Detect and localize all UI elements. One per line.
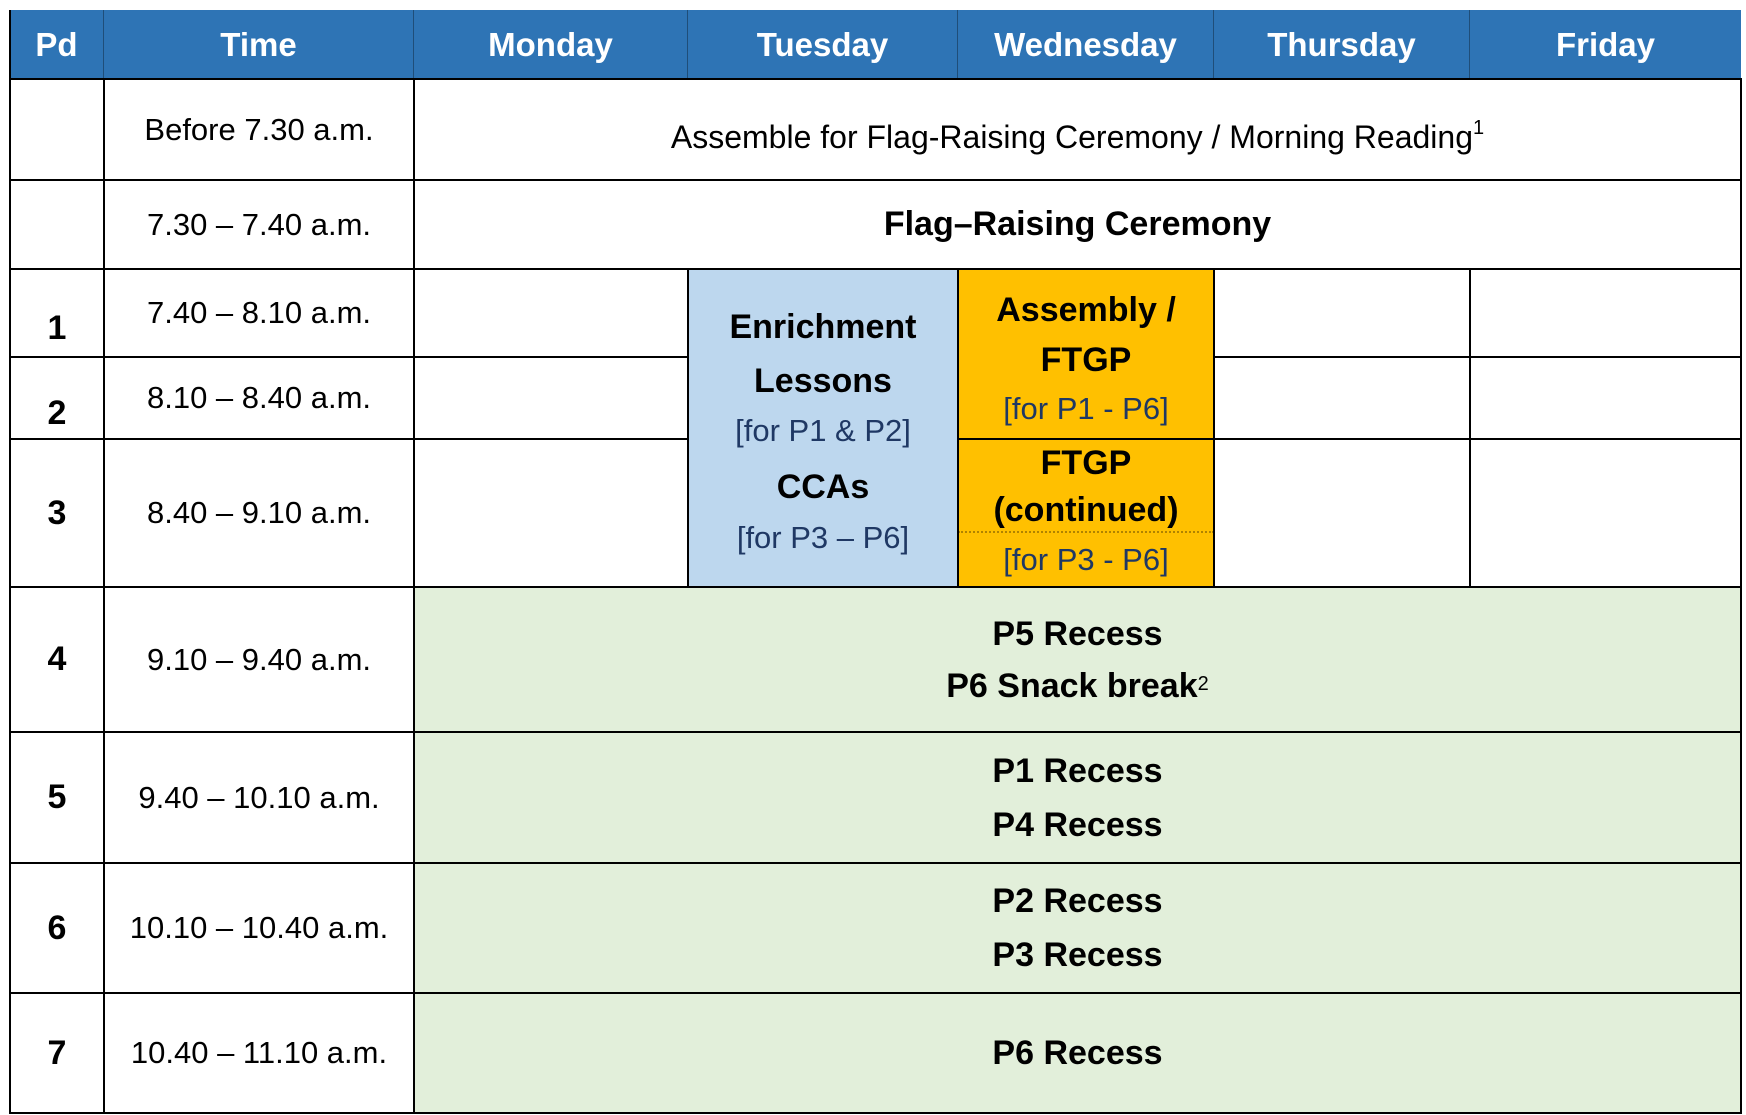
pd-cell: 5 xyxy=(47,778,67,816)
assemble-text: Assemble for Flag-Raising Ceremony / Morning Reading$^1$ xyxy=(670,117,1485,155)
assembly-subtitle: [for P1 - P6] xyxy=(1003,391,1169,426)
grid-line xyxy=(9,586,1742,588)
grid-line xyxy=(9,438,688,440)
assembly-title-2: FTGP xyxy=(1040,341,1132,379)
enrichment-title-2: Lessons xyxy=(754,362,892,400)
grid-line xyxy=(9,78,1742,80)
recess-row-5 xyxy=(414,732,1741,863)
grid-line xyxy=(103,79,105,1114)
header-thursday: Thursday xyxy=(1214,10,1470,79)
grid-line xyxy=(958,438,1742,440)
header-monday: Monday xyxy=(414,10,688,79)
flag-raising-row: Flag–Raising Ceremony xyxy=(883,205,1272,243)
grid-line xyxy=(9,10,11,1114)
header-time: Time xyxy=(104,10,414,79)
pd-cell: 2 xyxy=(47,393,67,432)
grid-line xyxy=(1740,79,1742,1114)
pd-cell: 4 xyxy=(47,640,67,678)
ftgp-subtitle: [for P3 - P6] xyxy=(1003,542,1169,577)
grid-line xyxy=(9,179,1742,181)
header-friday: Friday xyxy=(1470,10,1741,79)
header-wednesday: Wednesday xyxy=(958,10,1214,79)
wednesday-assembly-block xyxy=(958,269,1214,439)
p3-recess: P3 Recess xyxy=(992,936,1163,974)
p4-recess: P4 Recess xyxy=(992,805,1163,844)
recess-row-7 xyxy=(414,993,1741,1113)
time-cell: 7.40 – 8.10 a.m. xyxy=(146,295,372,330)
grid-line xyxy=(9,731,1742,733)
p1-recess: P1 Recess xyxy=(992,751,1163,790)
time-cell: 10.40 – 11.10 a.m. xyxy=(130,1035,388,1070)
header-pd: Pd xyxy=(10,10,104,79)
p5-recess: P5 Recess xyxy=(992,614,1163,653)
grid-line xyxy=(413,79,415,1114)
pd-cell xyxy=(10,180,104,269)
pd-cell: 1 xyxy=(47,308,67,347)
grid-line xyxy=(9,1112,1742,1114)
p6-recess: P6 Recess xyxy=(992,1033,1163,1072)
footnote-2: 2 xyxy=(1197,672,1209,695)
grid-line xyxy=(957,269,959,587)
enrichment-title: Enrichment xyxy=(729,308,917,346)
ftgp-title: FTGP xyxy=(1040,444,1132,482)
wednesday-ftgp-block xyxy=(958,439,1214,587)
time-cell: 8.40 – 9.10 a.m. xyxy=(146,495,372,530)
grid-line xyxy=(9,862,1742,864)
time-cell: Before 7.30 a.m. xyxy=(144,111,374,147)
grid-line xyxy=(1213,269,1215,587)
grid-line xyxy=(9,268,1742,270)
footnote-1: 1 xyxy=(1473,117,1485,139)
ftgp-continued: (continued) xyxy=(993,491,1179,529)
header-tuesday: Tuesday xyxy=(688,10,958,79)
time-cell: 9.40 – 10.10 a.m. xyxy=(138,779,380,815)
ccas-subtitle: [for P3 – P6] xyxy=(736,520,910,555)
recess-row-4 xyxy=(414,587,1741,732)
pd-cell: 3 xyxy=(47,493,67,532)
grid-line xyxy=(687,269,689,587)
time-cell: 9.10 – 9.40 a.m. xyxy=(146,641,372,677)
pd-cell xyxy=(10,79,104,180)
enrichment-subtitle: [for P1 & P2] xyxy=(735,413,911,448)
time-cell: 10.10 – 10.40 a.m. xyxy=(129,910,389,945)
grid-line xyxy=(1469,269,1471,587)
ccas-title: CCAs xyxy=(776,468,870,506)
assemble-row xyxy=(414,79,1741,180)
time-cell: 8.10 – 8.40 a.m. xyxy=(146,380,372,415)
p2-recess: P2 Recess xyxy=(992,882,1163,920)
tuesday-enrichment-block xyxy=(688,269,958,587)
pd-cell: 7 xyxy=(47,1033,67,1072)
assembly-title: Assembly / xyxy=(996,291,1176,329)
pd-cell: 6 xyxy=(47,908,67,947)
recess-row-6 xyxy=(414,863,1741,993)
grid-line xyxy=(9,356,688,358)
p6-snack-break: P6 Snack break$^2$ xyxy=(946,666,1209,705)
grid-line xyxy=(9,992,1742,994)
grid-line xyxy=(1214,356,1742,358)
time-cell: 7.30 – 7.40 a.m. xyxy=(146,206,372,242)
